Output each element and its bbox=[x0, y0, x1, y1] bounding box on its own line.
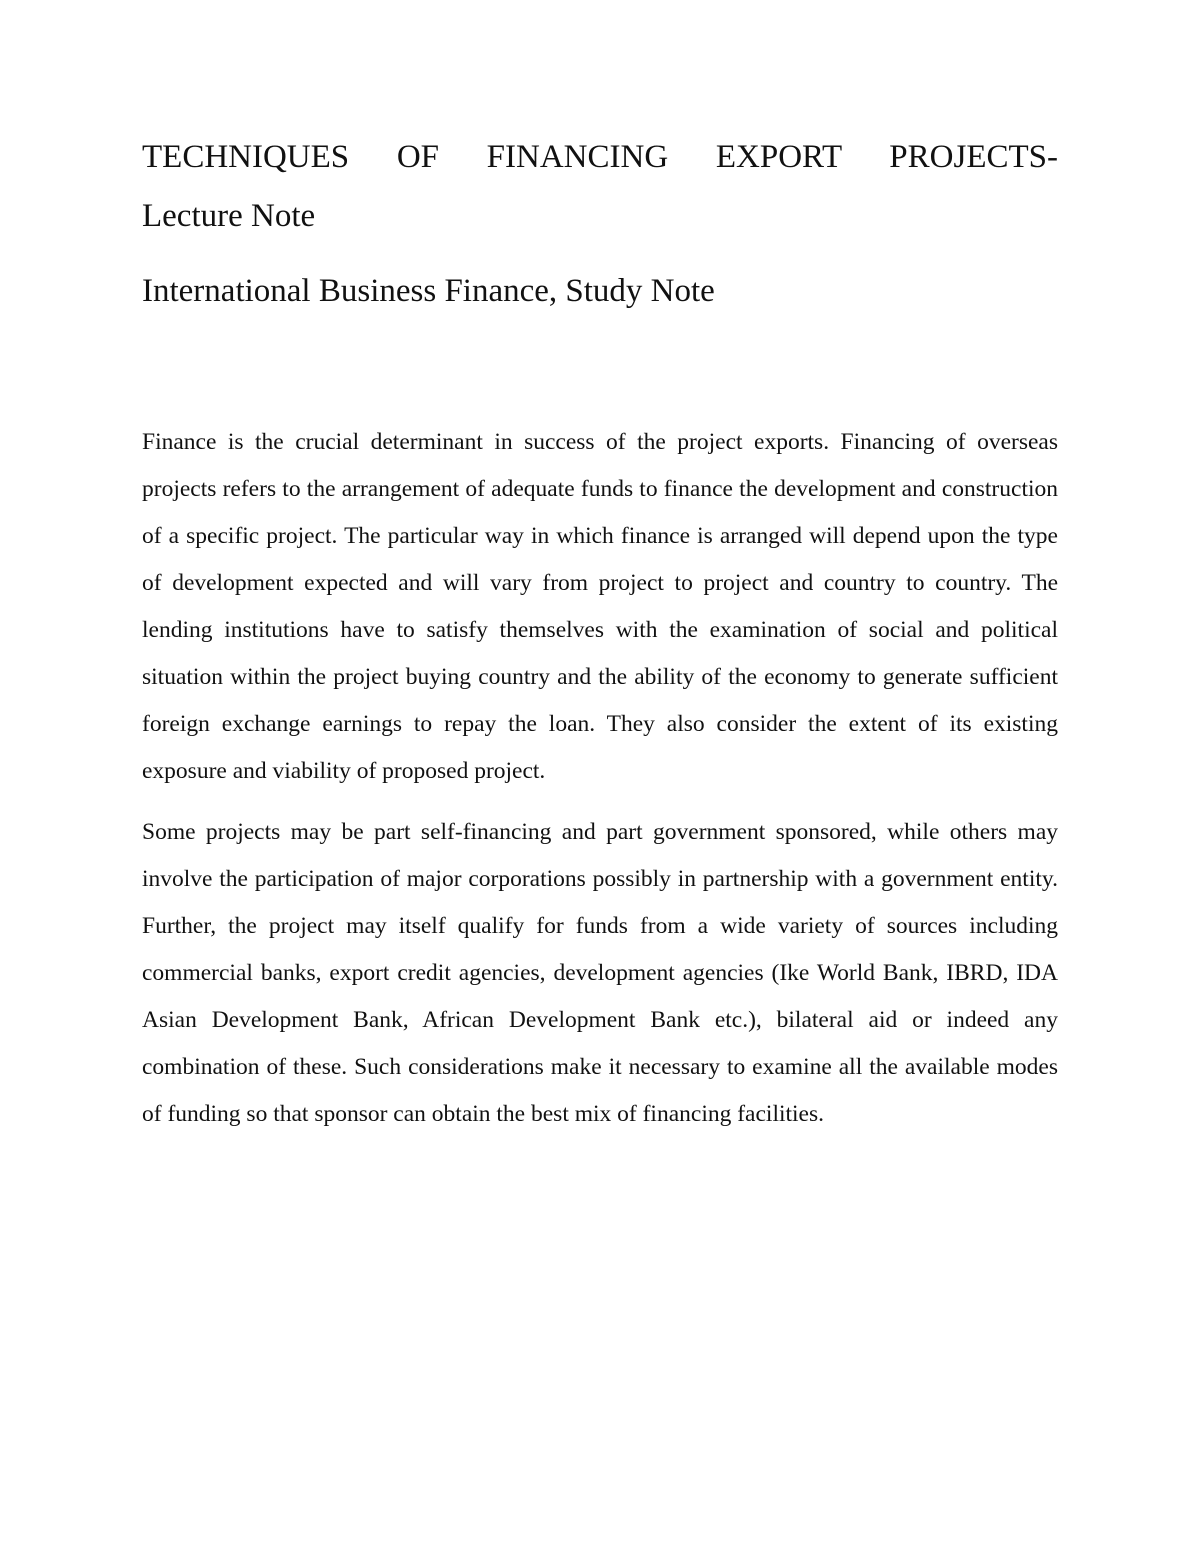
title-line-2: Lecture Note bbox=[142, 198, 316, 234]
title-line-1: TECHNIQUES OF FINANCING EXPORT PROJECTS- bbox=[142, 139, 1058, 175]
body-paragraph-1: Finance is the crucial determinant in success of the project exports. Financing of overseas projects refers to the arrangement of adequate funds to finance the development and construction of a specific project. The particular way in which finance is arranged will depend upon the type of development expected and will vary from project to project and country to country. The lending institutions have to satisfy themselves with the examination of social and political situation within the project buying country and the ability of the economy to generate sufficient foreign exchange earnings to repay the loan. They also consider the extent of its existing exposure and viability of proposed project. bbox=[142, 429, 1058, 784]
document-title bbox=[142, 138, 1058, 236]
document-content bbox=[142, 138, 1058, 1138]
document-subtitle: International Business Finance, Study Note bbox=[142, 273, 715, 309]
body-paragraph-2: Some projects may be part self-financing and part government sponsored, while others may involve the participation of major corporations possibly in partnership with a government entity. Further, the project may itself qualify for funds from a wide variety of sources including commercial banks, export credit agencies, development agencies (Ike World Bank, IBRD, IDA Asian Development Bank, African Development Bank etc.), bilateral aid or indeed any combination of these. Such considerations make it necessary to examine all the available modes of funding so that sponsor can obtain the best mix of financing facilities. bbox=[142, 819, 1058, 1127]
